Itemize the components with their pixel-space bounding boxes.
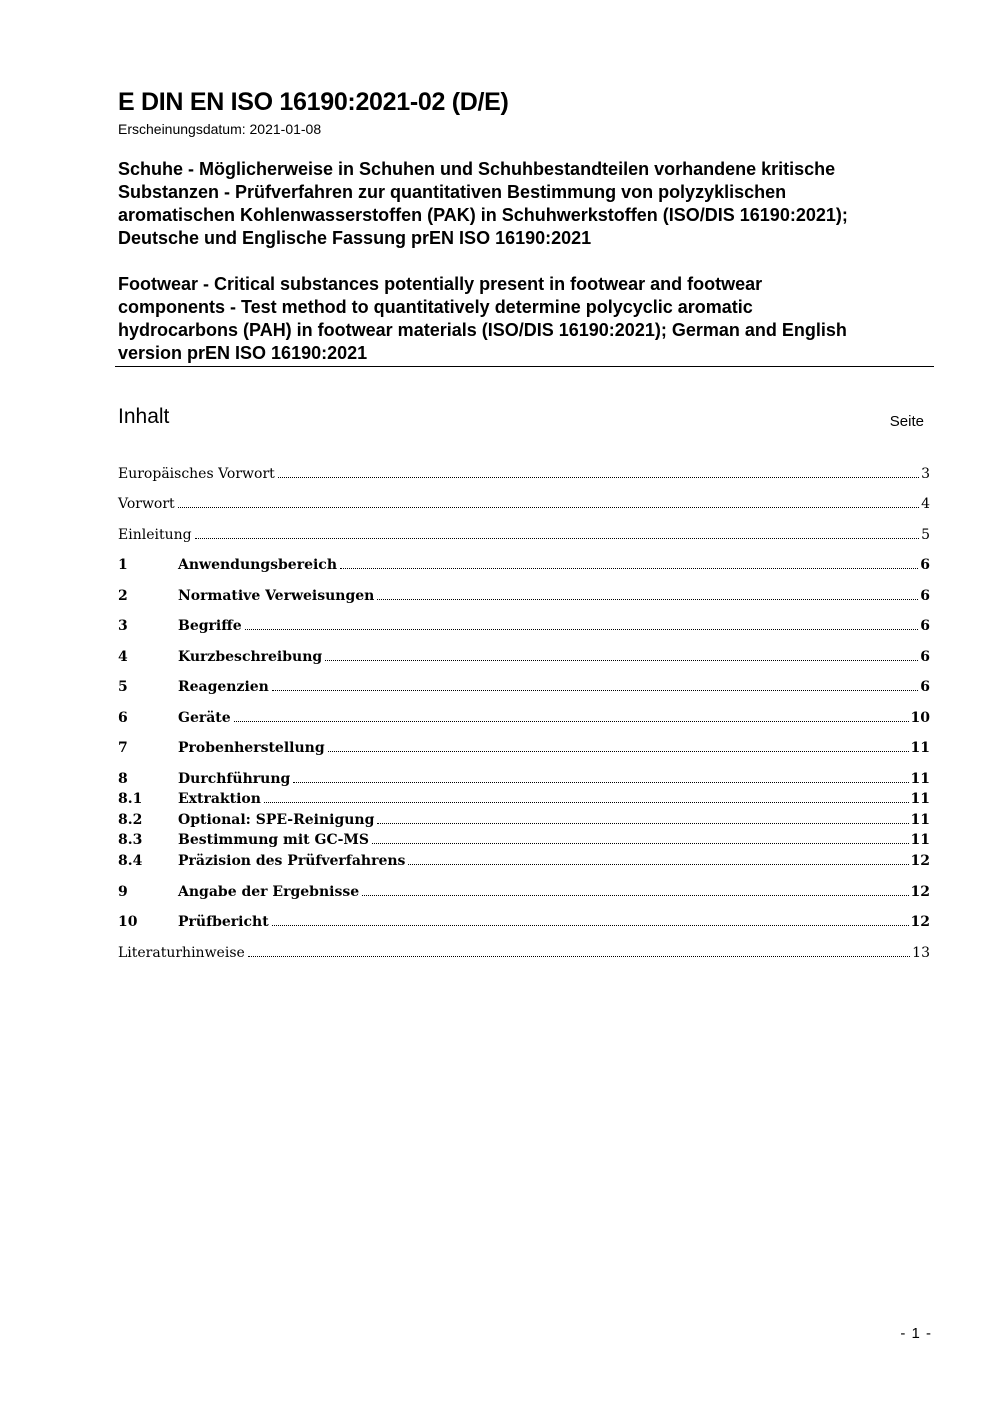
title-german-line: Schuhe - Möglicherweise in Schuhen und Schuhbestandteilen vorhandene kritische <box>118 159 836 179</box>
toc-entry-page: 11 <box>910 812 930 828</box>
toc-entry-page: 13 <box>912 945 930 961</box>
toc-entry-label: Reagenzien <box>178 679 269 695</box>
toc-entry[interactable] <box>118 943 930 963</box>
toc-entry[interactable] <box>118 555 930 575</box>
toc-entry[interactable] <box>118 738 930 758</box>
toc-entry[interactable] <box>118 647 930 667</box>
toc-entry[interactable] <box>118 586 930 606</box>
toc-entry-number: 6 <box>118 710 128 726</box>
title-german-line: Substanzen - Prüfverfahren zur quantitativen Bestimmung von polyzyklischen <box>118 182 787 202</box>
toc-entry-number: 3 <box>118 618 128 634</box>
toc-entry-label: Literaturhinweise <box>118 945 245 961</box>
toc-page-column-label: Seite <box>889 413 924 430</box>
toc-entry-page: 6 <box>920 618 930 634</box>
toc-entry-number: 8.1 <box>118 791 143 807</box>
toc-entry[interactable] <box>118 464 930 484</box>
toc-entry[interactable] <box>118 882 930 902</box>
toc-entry-label: Anwendungsbereich <box>178 557 337 573</box>
toc-dot-leader <box>195 538 919 539</box>
toc-entry[interactable] <box>118 616 930 636</box>
toc-entry-number: 2 <box>118 588 128 604</box>
toc-entry-label: Einleitung <box>118 527 192 543</box>
toc-entry-page: 11 <box>910 740 930 756</box>
toc-entry-page: 5 <box>921 527 930 543</box>
toc-entry[interactable] <box>118 525 930 545</box>
toc-entry-number: 9 <box>118 884 128 900</box>
toc-entry-label: Angabe der Ergebnisse <box>178 884 360 900</box>
toc-dot-leader <box>328 751 909 752</box>
toc-entry-number: 1 <box>118 557 128 573</box>
title-english <box>118 273 948 365</box>
title-english-line: components - Test method to quantitatively determine polycyclic aromatic <box>118 297 753 317</box>
toc-heading: Inhalt <box>118 405 170 428</box>
toc-entry[interactable] <box>118 677 930 697</box>
title-english-line: hydrocarbons (PAH) in footwear materials (ISO/DIS 16190:2021); German and English <box>118 320 847 340</box>
title-divider <box>115 366 934 367</box>
toc-entry[interactable] <box>118 810 930 830</box>
title-german-line: Deutsche und Englische Fassung prEN ISO 16190:2021 <box>118 228 592 248</box>
toc-entry-page: 11 <box>910 771 930 787</box>
toc-entry-number: 8.2 <box>118 812 143 828</box>
toc-entry-label: Durchführung <box>178 771 291 787</box>
toc-entry[interactable] <box>118 851 930 871</box>
toc-entry-label: Normative Verweisungen <box>178 588 375 604</box>
toc-entry-page: 12 <box>910 884 930 900</box>
toc-dot-leader <box>340 568 918 569</box>
toc-dot-leader <box>408 864 909 865</box>
toc-entry-label: Optional: SPE-Reinigung <box>178 812 375 828</box>
toc-entry-number: 5 <box>118 679 128 695</box>
toc-dot-leader <box>293 782 909 783</box>
toc-entry-page: 6 <box>920 588 930 604</box>
toc-entry-page: 11 <box>910 791 930 807</box>
toc-dot-leader <box>178 507 919 508</box>
toc-dot-leader <box>377 823 909 824</box>
toc-entry[interactable] <box>118 830 930 850</box>
title-german-line: aromatischen Kohlenwasserstoffen (PAK) in Schuhwerkstoffen (ISO/DIS 16190:2021); <box>118 205 848 225</box>
title-english-line: version prEN ISO 16190:2021 <box>118 343 368 363</box>
toc-entry-number: 7 <box>118 740 128 756</box>
toc-entry-label: Europäisches Vorwort <box>118 466 275 482</box>
toc-dot-leader <box>325 660 918 661</box>
toc-entry-label: Probenherstellung <box>178 740 325 756</box>
toc-entry-number: 8 <box>118 771 128 787</box>
toc-entry-label: Extraktion <box>178 791 261 807</box>
toc-dot-leader <box>245 629 918 630</box>
toc-entry[interactable] <box>118 708 930 728</box>
toc-entry-page: 11 <box>910 832 930 848</box>
toc-entry-page: 6 <box>920 557 930 573</box>
toc-entry-page: 4 <box>921 496 930 512</box>
toc-entry-label: Vorwort <box>118 496 175 512</box>
toc-entry-page: 3 <box>921 466 930 482</box>
toc-entry-label: Kurzbeschreibung <box>178 649 323 665</box>
toc-dot-leader <box>372 843 909 844</box>
toc-dot-leader <box>234 721 909 722</box>
toc-entry-label: Präzision des Prüfverfahrens <box>178 853 406 869</box>
toc-entry[interactable] <box>118 769 930 789</box>
toc-dot-leader <box>362 895 909 896</box>
toc-entry[interactable] <box>118 789 930 809</box>
toc-entry-label: Begriffe <box>178 618 242 634</box>
toc-dot-leader <box>264 802 909 803</box>
toc-dot-leader <box>377 599 918 600</box>
toc-entry-number: 4 <box>118 649 128 665</box>
page-number: - 1 - <box>900 1325 932 1342</box>
toc-entry[interactable] <box>118 494 930 514</box>
toc-entry-number: 8.4 <box>118 853 143 869</box>
toc-entry-page: 12 <box>910 853 930 869</box>
toc-entry-label: Geräte <box>178 710 231 726</box>
toc-entry-page: 6 <box>920 679 930 695</box>
toc-entry-number: 8.3 <box>118 832 143 848</box>
document-id: E DIN EN ISO 16190:2021-02 (D/E) <box>118 88 509 116</box>
toc-entry[interactable] <box>118 912 930 932</box>
title-german <box>118 158 948 250</box>
toc-entry-page: 10 <box>910 710 930 726</box>
toc-dot-leader <box>248 956 910 957</box>
toc-entry-number: 10 <box>118 914 138 930</box>
title-english-line: Footwear - Critical substances potentially present in footwear and footwear <box>118 274 763 294</box>
toc-dot-leader <box>278 477 919 478</box>
toc-entry-page: 12 <box>910 914 930 930</box>
toc-entry-label: Prüfbericht <box>178 914 269 930</box>
toc-dot-leader <box>272 925 909 926</box>
toc-entry-label: Bestimmung mit GC-MS <box>178 832 370 848</box>
publication-date: Erscheinungsdatum: 2021-01-08 <box>118 121 322 137</box>
toc-entry-page: 6 <box>920 649 930 665</box>
toc-dot-leader <box>272 690 918 691</box>
